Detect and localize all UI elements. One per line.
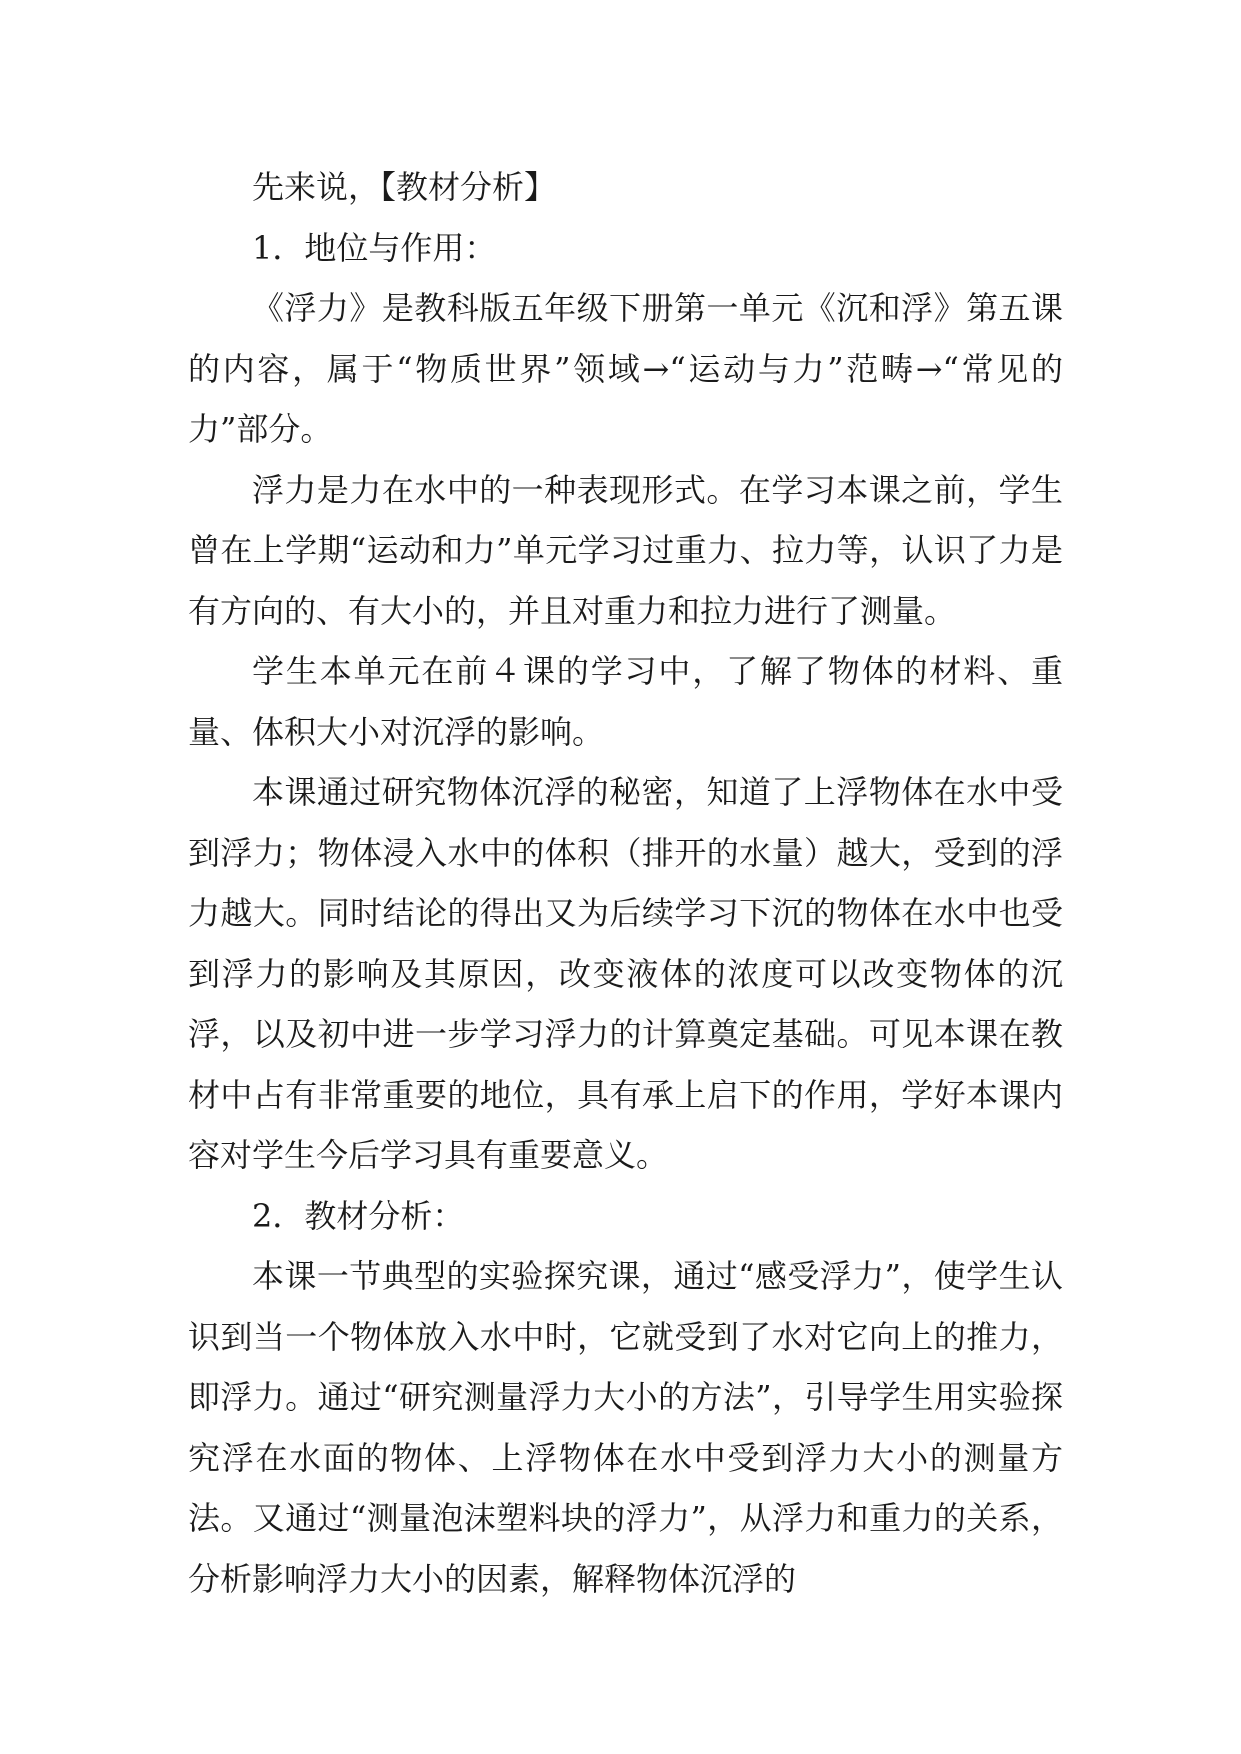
paragraph-unit-lessons: 学生本单元在前４课的学习中，了解了物体的材料、重量、体积大小对沉浮的影响。 bbox=[188, 652, 1063, 751]
section-heading-material-analysis: 2．教材分析： bbox=[252, 1196, 465, 1235]
intro-heading: 先来说，【教材分析】 bbox=[252, 168, 557, 206]
paragraph-experiment-description: 本课一节典型的实验探究课，通过“感受浮力”，使学生认识到当一个物体放入水中时，它就受到了水对它向上的推力，即浮力。通过“研究测量浮力大小的方法”，引导学生用实验探究浮在水面的物体、上浮物体在水中受到浮力大小的测量方法。又通过“测量泡沫塑料块的浮力”，从浮力和重力的关系，分析影响浮力大小的因素，解释物体沉浮的 bbox=[188, 1257, 1063, 1598]
section-heading-position-role: 1．地位与作用： bbox=[252, 228, 497, 267]
paragraph-lesson-importance: 本课通过研究物体沉浮的秘密，知道了上浮物体在水中受到浮力；物体浸入水中的体积（排开的水量）越大，受到的浮力越大。同时结论的得出又为后续学习下沉的物体在水中也受到浮力的影响及其原因，改变液体的浓度可以改变物体的沉浮，以及初中进一步学习浮力的计算奠定基础。可见本课在教材中占有非常重要的地位，具有承上启下的作用，学好本课内容对学生今后学习具有重要意义。 bbox=[188, 773, 1063, 1174]
body-text bbox=[188, 157, 1063, 1609]
paragraph-lesson-overview: 《浮力》是教科版五年级下册第一单元《沉和浮》第五课的内容，属于“物质世界”领域→“运动与力”范畴→“常见的力”部分。 bbox=[188, 289, 1063, 448]
paragraph-prior-learning: 浮力是力在水中的一种表现形式。在学习本课之前，学生曾在上学期“运动和力”单元学习过重力、拉力等，认识了力是有方向的、有大小的，并且对重力和拉力进行了测量。 bbox=[188, 470, 1063, 630]
